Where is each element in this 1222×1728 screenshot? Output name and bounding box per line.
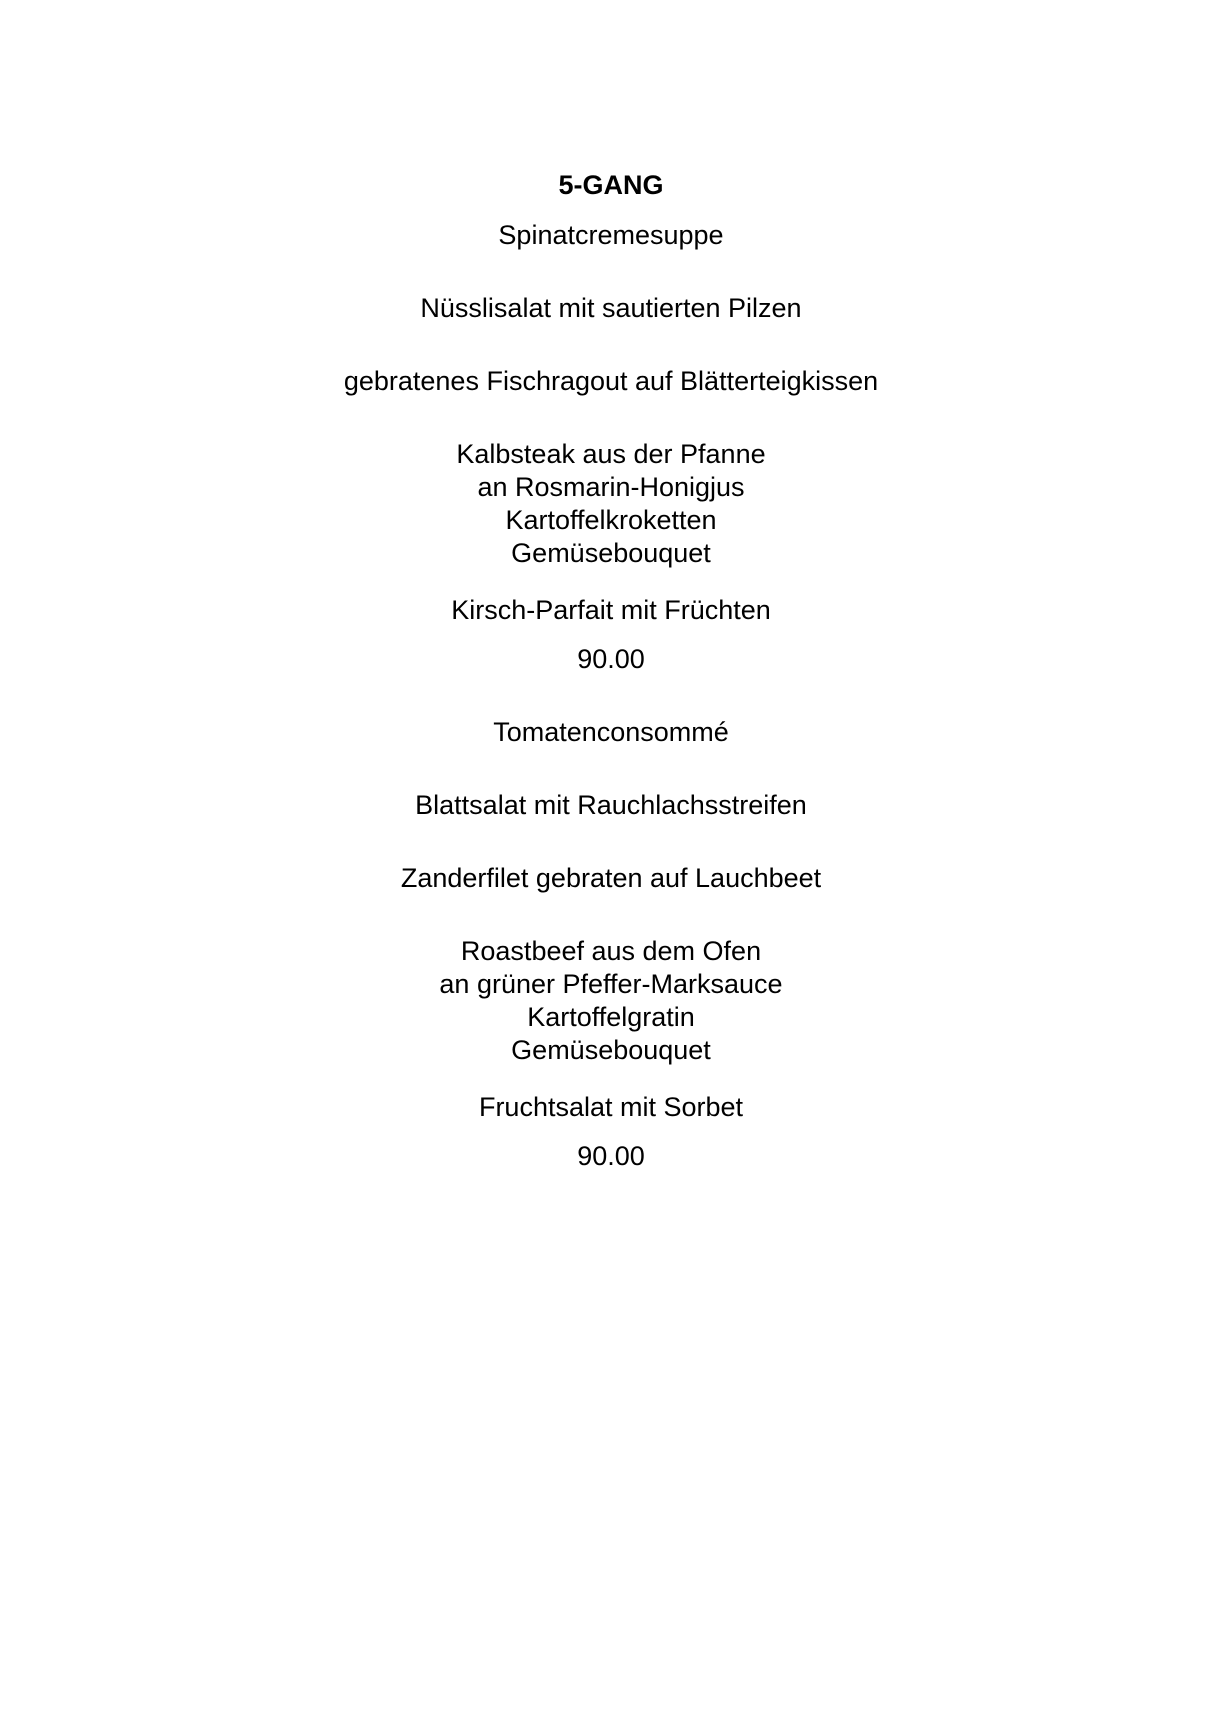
menu2-course4-line1: Roastbeef aus dem Ofen bbox=[460, 936, 762, 966]
menu2-course4-line4: Gemüsebouquet bbox=[511, 1035, 711, 1065]
menu1-course4-line1: Kalbsteak aus der Pfanne bbox=[456, 439, 766, 469]
menu2-course4-line3: Kartoffelgratin bbox=[527, 1002, 695, 1032]
menu2-course5: Fruchtsalat mit Sorbet bbox=[478, 1092, 744, 1122]
menu1-course5: Kirsch-Parfait mit Früchten bbox=[451, 595, 771, 625]
menu2-course3: Zanderfilet gebraten auf Lauchbeet bbox=[400, 863, 822, 893]
menu1-course3: gebratenes Fischragout auf Blätterteigkissen bbox=[343, 366, 879, 396]
menu1-course1: Spinatcremesuppe bbox=[498, 220, 724, 250]
menu1-course4-line2: an Rosmarin-Honigjus bbox=[477, 472, 745, 502]
menu1-course2: Nüsslisalat mit sautierten Pilzen bbox=[420, 293, 802, 323]
menu2-course2: Blattsalat mit Rauchlachsstreifen bbox=[415, 790, 807, 820]
menu2-course1: Tomatenconsommé bbox=[493, 717, 729, 747]
menu2-course4-line2: an grüner Pfeffer-Marksauce bbox=[439, 969, 783, 999]
menu1-price: 90.00 bbox=[577, 644, 645, 674]
menu2-price: 90.00 bbox=[577, 1141, 645, 1171]
menu1-course4-line4: Gemüsebouquet bbox=[511, 538, 711, 568]
menu-title: 5-GANG bbox=[558, 170, 664, 200]
menu1-course4-line3: Kartoffelkroketten bbox=[505, 505, 717, 535]
